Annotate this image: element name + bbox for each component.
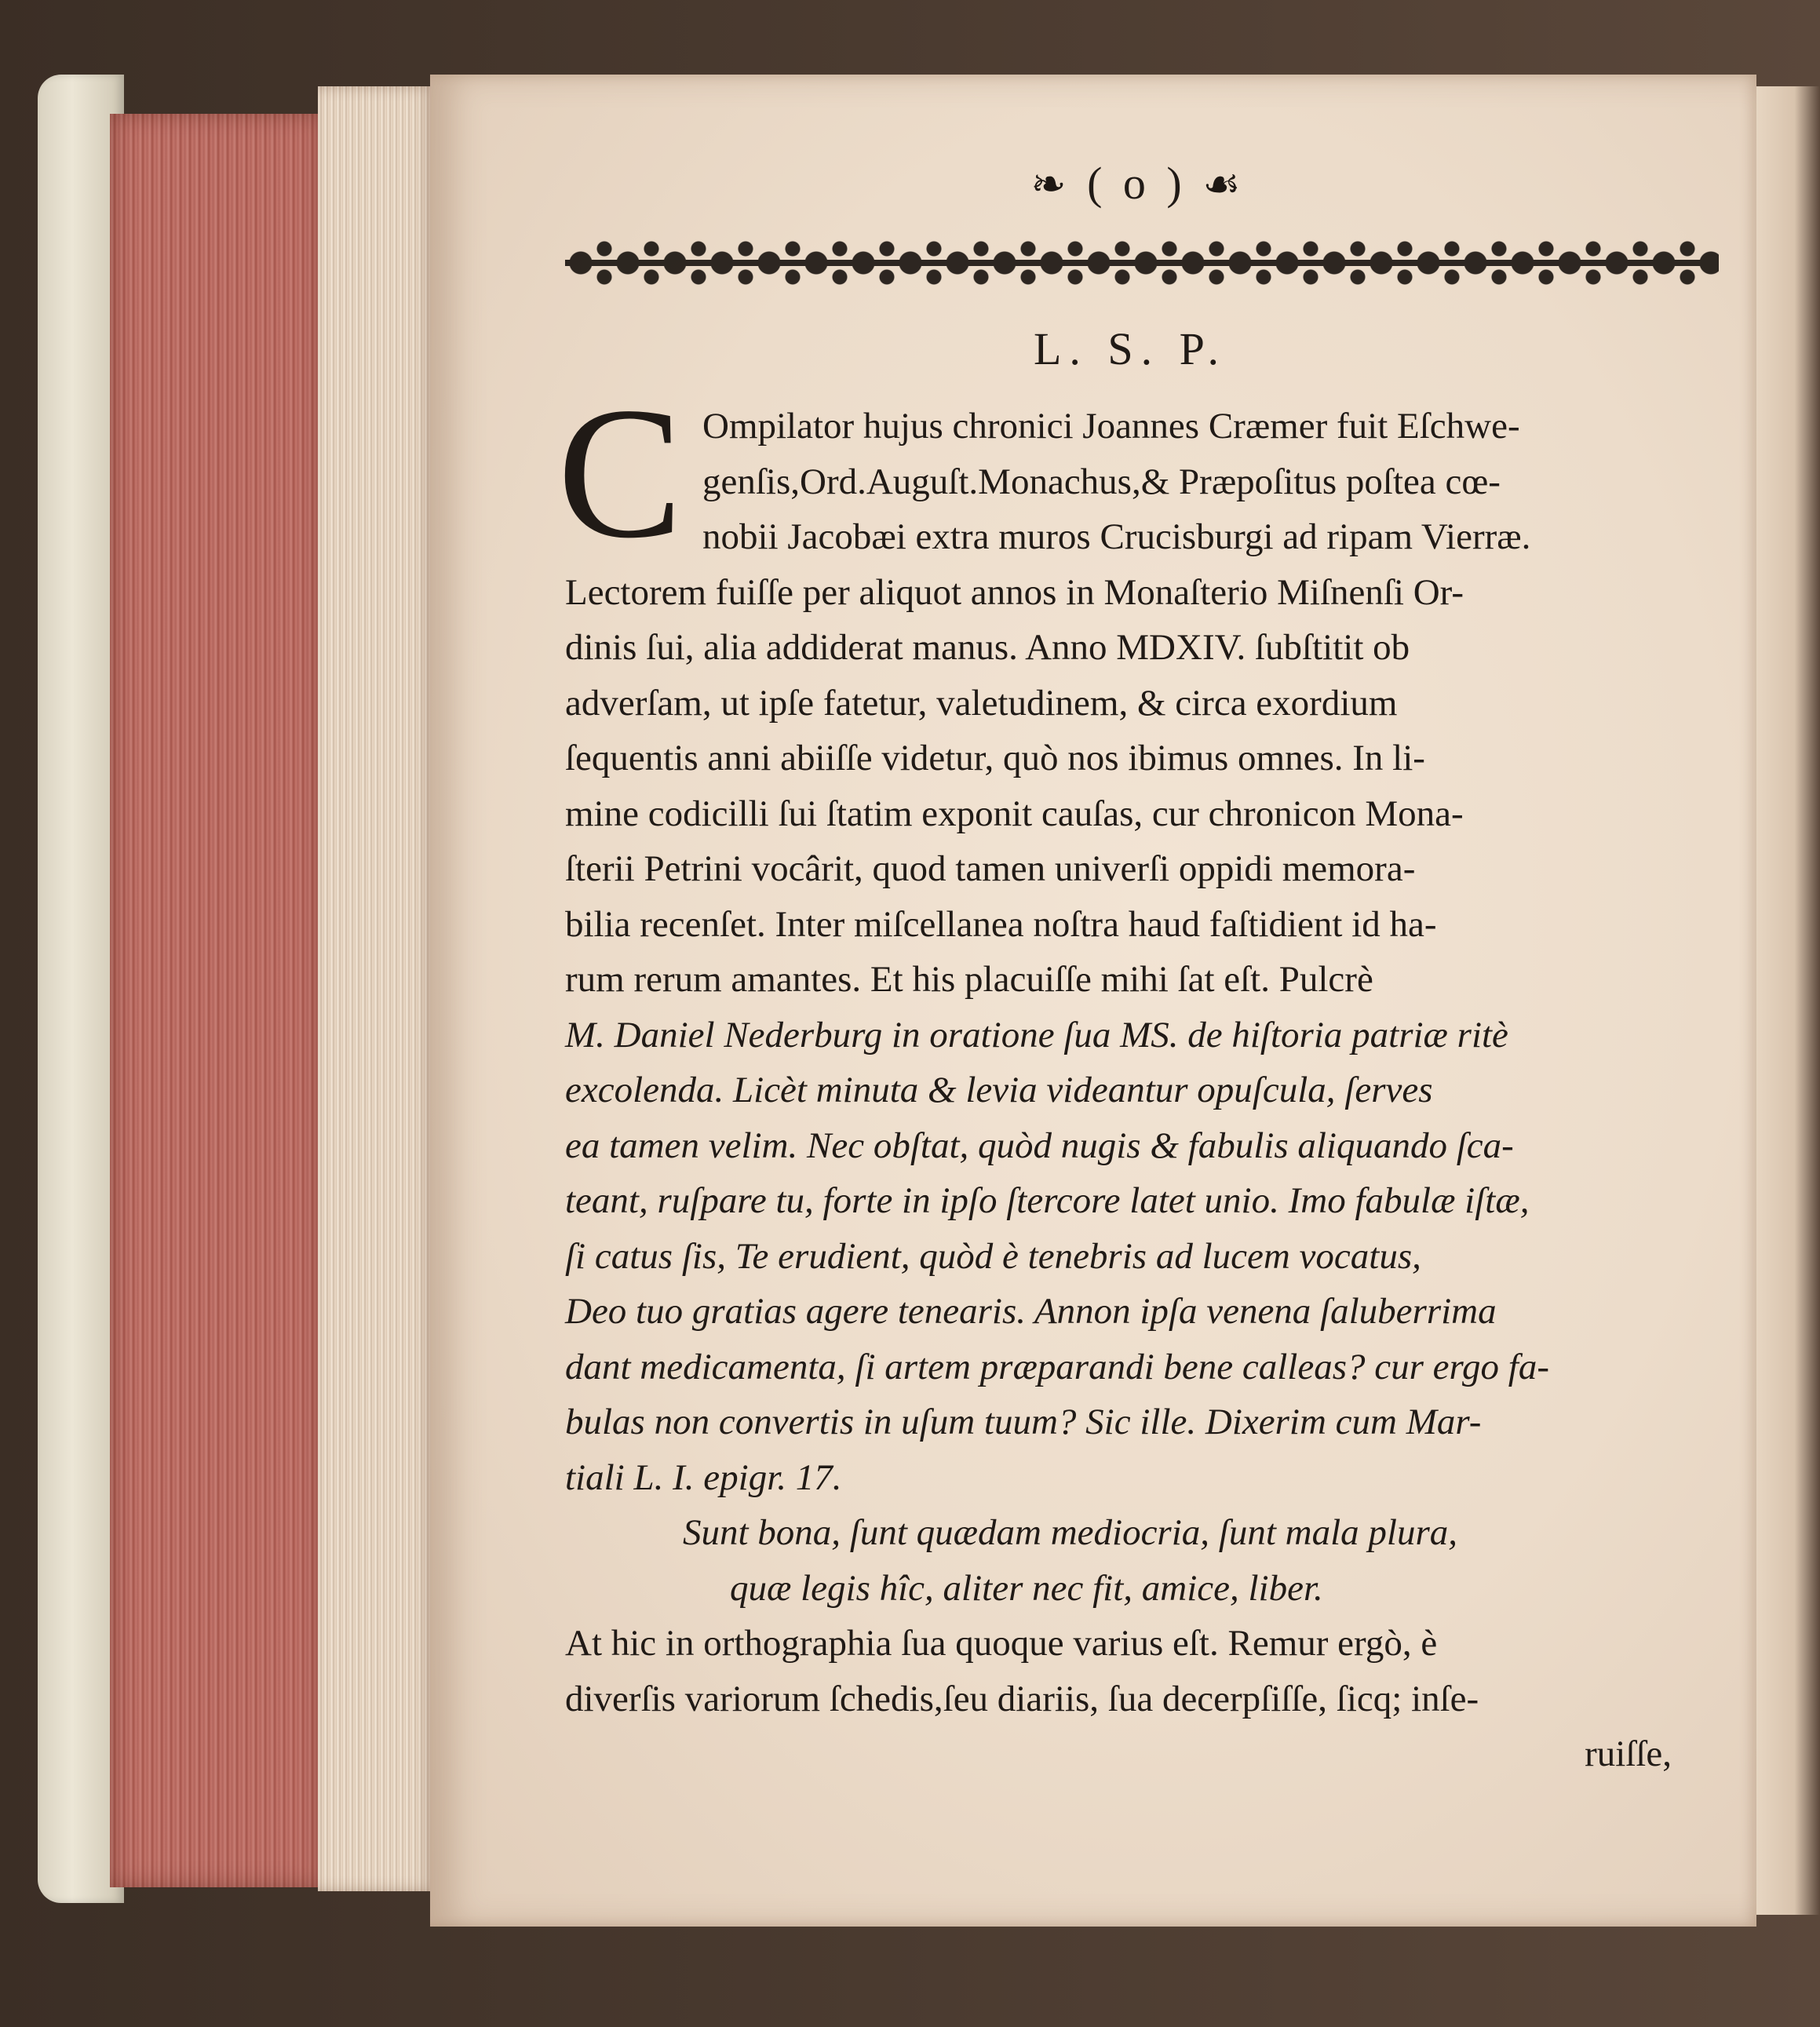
text-line: nobii Jacobæi extra muros Crucisburgi ad ripam Vierræ. (702, 516, 1531, 557)
text-line: ſi catus ſis, Te erudient, quòd è tenebris ad lucem vocatus, (565, 1235, 1421, 1277)
text-line: diverſis variorum ſchedis,ſeu diariis, ſua decerpſiſſe, ſicq; inſe- (565, 1678, 1479, 1719)
text-line: bulas non convertis in uſum tuum? Sic ille. Dixerim cum Mar- (565, 1402, 1482, 1442)
right-ornament-icon: ☙ (1202, 161, 1246, 208)
text-line: At hic in orthographia ſua quoque varius eſt. Remur ergò, è (565, 1623, 1438, 1664)
page-edges-red (110, 114, 322, 1887)
next-page-edge (1756, 86, 1820, 1915)
text-line: Ompilator hujus chronici Joannes Cræmer fuit Eſchwe- (702, 406, 1520, 447)
text-line: mine codicilli ſui ſtatim exponit cauſas, cur chronicon Mona- (565, 793, 1464, 834)
text-line: Deo tuo gratias agere tenearis. Annon ipſa venena ſaluberrima (565, 1291, 1497, 1332)
page-title: L. S. P. (1033, 323, 1227, 374)
text-line: ſequentis anni abiiſſe videtur, quò nos ibimus omnes. In li- (565, 738, 1425, 778)
ornamental-border (565, 232, 1719, 294)
text-line: rum rerum amantes. Et his placuiſſe mihi ſat eſt. Pulcrè (565, 959, 1373, 1000)
text-line: dinis ſui, alia addiderat manus. Anno MDXIV. ſubſtitit ob (565, 627, 1410, 668)
text-line: M. Daniel Nederburg in oratione ſua MS. de hiſtoria patriæ ritè (565, 1014, 1508, 1055)
body-text (557, 368, 1742, 1782)
catchword: ruiſſe, (1585, 1734, 1672, 1774)
text-line: dant medicamenta, ſi artem præparandi bene calleas? cur ergo fa- (565, 1346, 1550, 1387)
page-header (534, 157, 1742, 210)
header-mark: ( o ) (1087, 158, 1187, 209)
text-line: excolenda. Licèt minuta & levia videantur opuſcula, ſerves (565, 1070, 1433, 1110)
page-stack (318, 86, 436, 1891)
page-content (557, 157, 1742, 1782)
text-line: adverſam, ut ipſe fatetur, valetudinem, & circa exordium (565, 682, 1398, 724)
text-line: tiali L. I. epigr. 17. (565, 1456, 842, 1498)
verse-line: Sunt bona, ſunt quædam mediocria, ſunt mala plura, (683, 1512, 1457, 1553)
text-line: ea tamen velim. Nec obſtat, quòd nugis & fabulis aliquando ſca- (565, 1125, 1514, 1166)
text-line: bilia recenſet. Inter miſcellanea noſtra haud faſtidient id ha- (565, 903, 1437, 945)
verse-line: quæ legis hîc, aliter nec fit, amice, liber. (730, 1567, 1323, 1609)
text-line: teant, ruſpare tu, forte in ipſo ſtercore latet unio. Imo fabulæ iſtæ, (565, 1180, 1530, 1221)
text-line: ſterii Petrini vocârit, quod tamen univerſi oppidi memora- (565, 848, 1416, 889)
text-line: Lectorem fuiſſe per aliquot annos in Monaſterio Miſnenſi Or- (565, 571, 1464, 613)
text-line: genſis,Ord.Auguſt.Monachus,& Præpoſitus poſtea cœ- (702, 461, 1501, 502)
left-ornament-icon: ❧ (1030, 161, 1071, 208)
drop-cap: C (557, 368, 684, 577)
